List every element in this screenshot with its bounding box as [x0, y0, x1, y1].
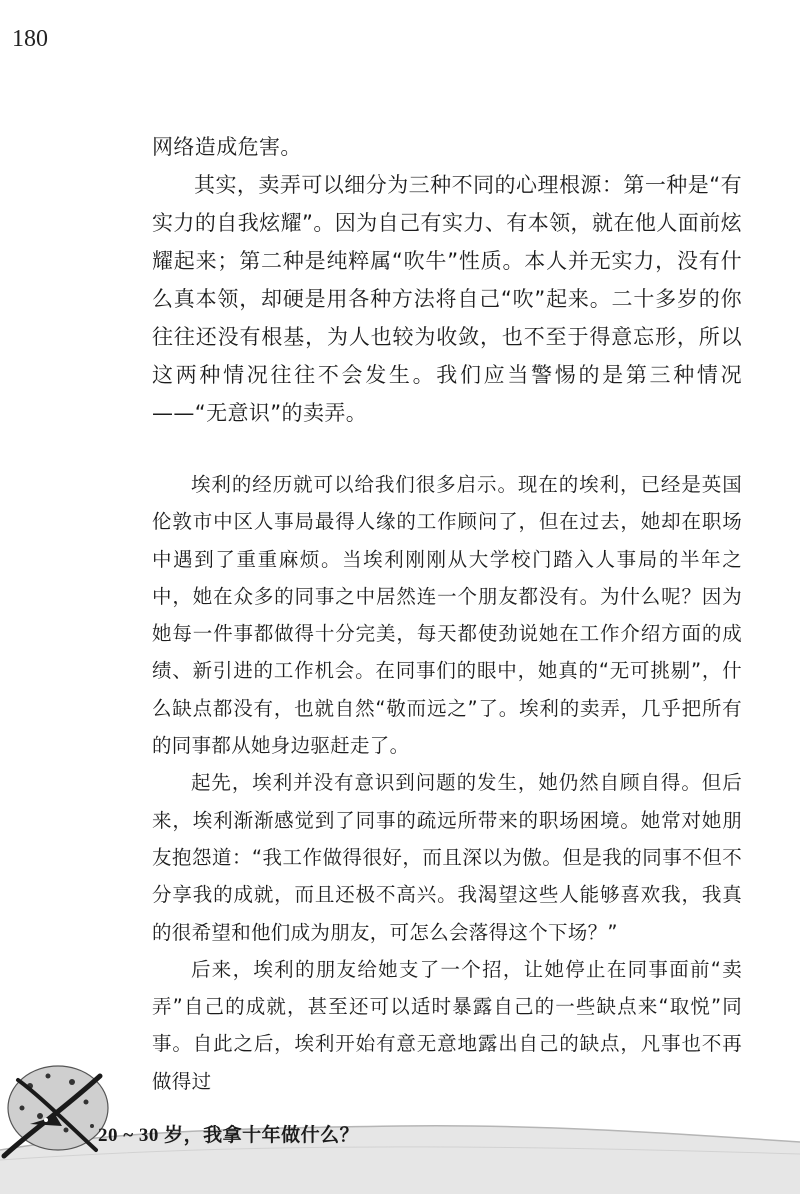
paragraph: 网络造成危害。	[152, 135, 302, 159]
paragraph: 起先，埃利并没有意识到问题的发生，她仍然自顾自得。但后来，埃利渐渐感觉到了同事的疏远所带来的职场困境。她常对她朋友抱怨道：“我工作做得很好，而且深以为傲。但是我的同事不但不分享我的成就，而且还极不高兴。我渴望这些人能够喜欢我，我真的很希望和他们成为朋友，可怎么会落得这个下场？”	[152, 771, 742, 944]
book-title-footer: 20 ~ 30 岁，我拿十年做什么？	[98, 1125, 360, 1146]
paragraph: 其实，卖弄可以细分为三种不同的心理根源：第一种是“有实力的自我炫耀”。因为自己有实力、有本领，就在他人面前炫耀起来；第二种是纯粹属“吹牛”性质。本人并无实力，没有什么真本领，却硬是用各种方法将自己“吹”起来。二十多岁的你往往还没有根基，为人也较为收敛，也不至于得意忘形，所以这两种情况往往不会发生。我们应当警惕的是第三种情况——“无意识”的卖弄。	[152, 173, 742, 425]
paragraph: 后来，埃利的朋友给她支了一个招，让她停止在同事面前“卖弄”自己的成就，甚至还可以适时暴露自己的一些缺点来“取悦”同事。自此之后，埃利开始有意无意地露出自己的缺点，凡事也不再做得过	[152, 957, 742, 1093]
body-text-section-2	[152, 466, 742, 1100]
body-text-section-1	[152, 128, 742, 432]
page-number: 180	[12, 26, 48, 52]
plant-illustration-icon	[0, 1046, 140, 1166]
paragraph: 埃利的经历就可以给我们很多启示。现在的埃利，已经是英国伦敦市中区人事局最得人缘的工作顾问了，但在过去，她却在职场中遇到了重重麻烦。当埃利刚刚从大学校门踏入人事局的半年之中，她在众多的同事之中居然连一个朋友都没有。为什么呢？因为她每一件事都做得十分完美，每天都使劲说她在工作介绍方面的成绩、新引进的工作机会。在同事们的眼中，她真的“无可挑剔”，什么缺点都没有，也就自然“敬而远之”了。埃利的卖弄，几乎把所有的同事都从她身边驱赶走了。	[152, 473, 742, 758]
